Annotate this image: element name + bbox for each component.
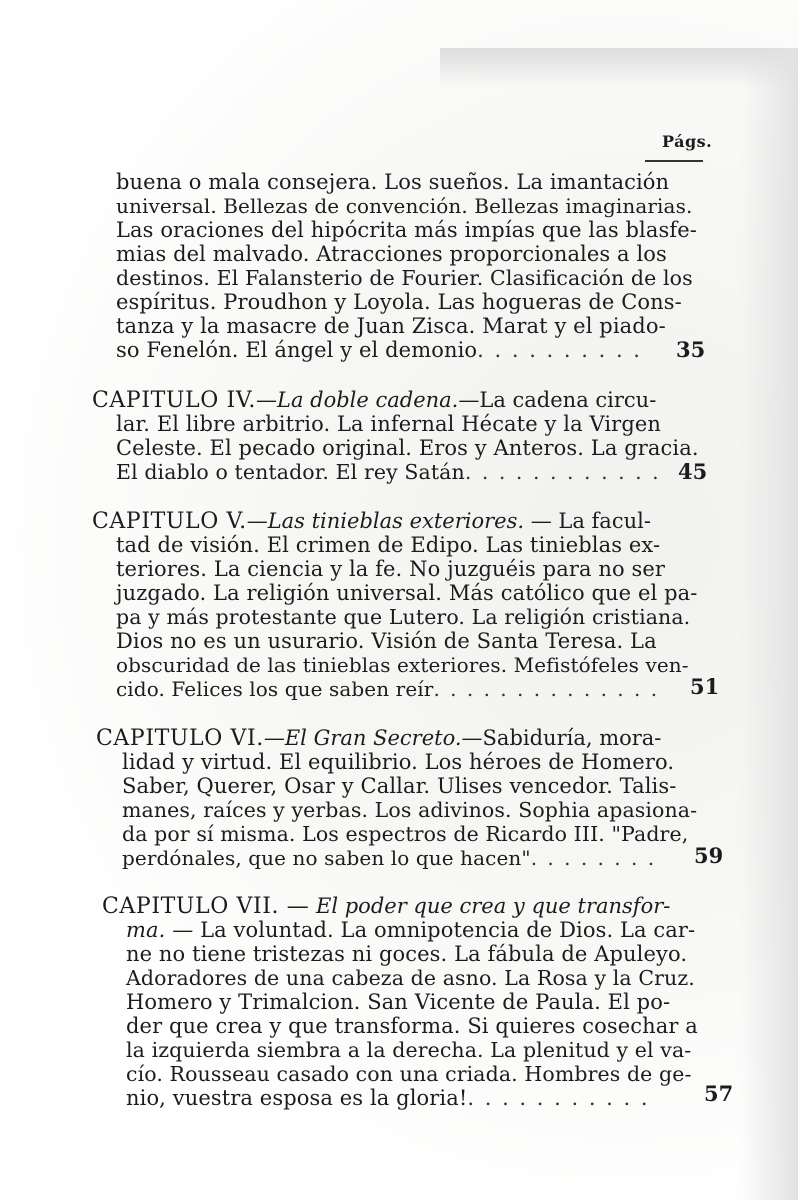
entry-line: lidad y virtud. El equilibrio. Los héroes de Homero. — [122, 750, 675, 774]
entry-line: tad de visión. El crimen de Edipo. Las tinieblas ex- — [116, 533, 661, 557]
chapter-number: CAPITULO V. — [92, 509, 247, 534]
dot-leader: . . . . . . . . . . . . — [464, 460, 661, 484]
entry-last-line — [116, 338, 642, 362]
chapter-number: CAPITULO VI. — [96, 726, 264, 751]
entry-line: Adoradores de una cabeza de asno. La Rosa y la Cruz. — [126, 966, 695, 990]
entry-line: da por sí misma. Los espectros de Ricardo III. "Padre, — [122, 822, 689, 846]
page-shadow-right — [740, 48, 798, 1200]
chapter-heading-line: CAPITULO IV.—La doble cadena.—La cadena circu- — [92, 388, 657, 413]
entry-line: buena o mala consejera. Los sueños. La imantación — [116, 170, 670, 194]
chapter-heading-rest: Sabiduría, mora- — [482, 726, 662, 750]
entry-line: destinos. El Falansterio de Fourier. Clasificación de los — [116, 266, 693, 290]
chapter-heading-rest: La cadena circu- — [479, 388, 657, 412]
entry-last-line — [122, 846, 656, 870]
entry-line: Las oraciones del hipócrita más impías que las blasfe- — [116, 218, 697, 242]
pages-column-label: Págs. — [662, 132, 713, 151]
entry-line: ne no tiene tristezas ni goces. La fábula de Apuleyo. — [126, 942, 688, 966]
entry-line: perdónales, que no saben lo que hacen" — [122, 846, 531, 870]
entry-line: la izquierda siembra a la derecha. La plenitud y el va- — [126, 1038, 692, 1062]
dot-leader: . . . . . . . . . . . — [467, 1086, 650, 1110]
entry-line: universal. Bellezas de convención. Bellezas imaginarias. — [116, 194, 693, 218]
page-number: 57 — [704, 1081, 734, 1106]
entry-last-line — [116, 460, 661, 484]
chapter-title: Las tinieblas exteriores. — [267, 509, 525, 533]
entry-last-line — [126, 1086, 650, 1110]
page-number: 59 — [694, 843, 724, 868]
chapter-heading-line: CAPITULO VI.—El Gran Secreto.—Sabiduría, mora- — [96, 726, 662, 751]
entry-line: Saber, Querer, Osar y Callar. Ulises vencedor. Talis- — [122, 774, 677, 798]
entry-line: lar. El libre arbitrio. La infernal Hécate y la Virgen — [116, 412, 662, 436]
entry-line: Homero y Trimalcion. San Vicente de Paula. El po- — [126, 990, 671, 1014]
chapter-number: CAPITULO VII. — — [102, 894, 310, 919]
chapter-title: El poder que crea y que transfor- — [316, 894, 671, 918]
chapter-number: CAPITULO IV. — [92, 388, 256, 413]
entry-line: cido. Felices los que saben reír — [116, 677, 434, 701]
chapter-title-continuation: ma. — [126, 918, 166, 942]
page-number: 35 — [676, 337, 706, 362]
chapter-title: La doble cadena. — [277, 388, 459, 412]
chapter-heading-line: CAPITULO V.—Las tinieblas exteriores. — La facul- — [92, 509, 651, 534]
page-number: 51 — [690, 674, 720, 699]
chapter-heading-line — [102, 894, 670, 918]
entry-line: juzgado. La religión universal. Más católico que el pa- — [116, 581, 698, 605]
entry-line: manes, raíces y yerbas. Los adivinos. Sophia apasiona- — [122, 798, 698, 822]
dot-leader: . . . . . . . . . . . . . . — [433, 677, 660, 701]
entry-line: nio, vuestra esposa es la gloria! — [126, 1086, 468, 1110]
entry-line: teriores. La ciencia y la fe. No juzguéis para no ser — [116, 557, 666, 581]
entry-line: El diablo o tentador. El rey Satán — [116, 460, 465, 484]
dot-leader: . . . . . . . . . . — [477, 338, 642, 362]
entry-line: ma. — La voluntad. La omnipotencia de Dios. La car- — [126, 918, 696, 942]
entry-line: so Fenelón. El ángel y el demonio — [116, 338, 478, 362]
chapter-title: El Gran Secreto. — [284, 726, 462, 750]
chapter-heading-rest: — La facul- — [524, 509, 651, 533]
entry-line: pa y más protestante que Lutero. La religión cristiana. — [116, 605, 691, 629]
entry-line: Dios no es un usurario. Visión de Santa Teresa. La — [116, 629, 657, 653]
page-number: 45 — [678, 459, 708, 484]
dot-leader: . . . . . . . . — [530, 846, 657, 870]
entry-line: Celeste. El pecado original. Eros y Anteros. La gracia. — [116, 436, 699, 460]
entry-line: cío. Rousseau casado con una criada. Hombres de ge- — [126, 1062, 692, 1086]
entry-line: tanza y la masacre de Juan Zisca. Marat y el piado- — [116, 314, 666, 338]
header-rule — [645, 160, 703, 162]
entry-line: obscuridad de las tinieblas exteriores. Mefistófeles ven- — [116, 653, 689, 677]
entry-line: der que crea y que transforma. Si quieres cosechar a — [126, 1014, 698, 1038]
entry-line: espíritus. Proudhon y Loyola. Las hogueras de Cons- — [116, 290, 682, 314]
entry-line: mias del malvado. Atracciones proporcionales a los — [116, 242, 667, 266]
entry-last-line — [116, 677, 659, 701]
